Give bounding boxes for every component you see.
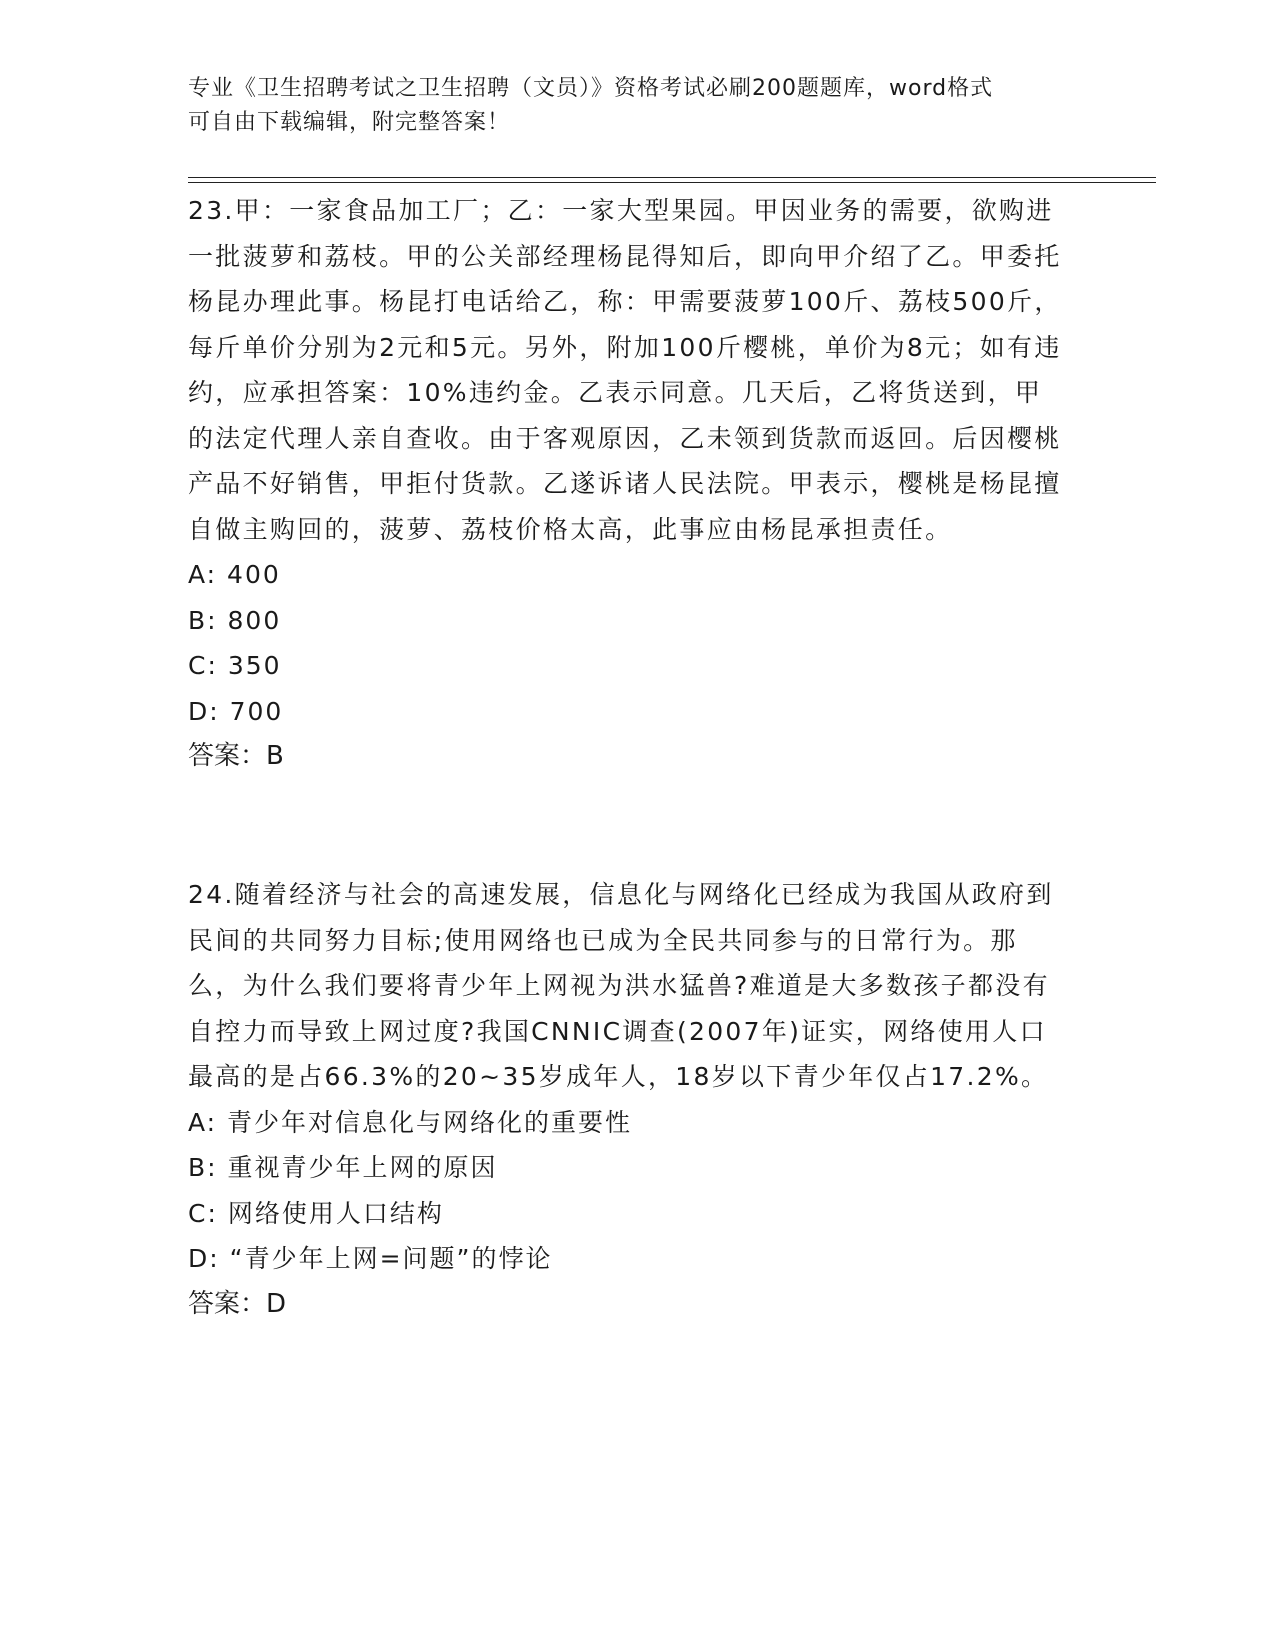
option-b: B: 800 <box>188 605 282 635</box>
option-list <box>188 552 1068 734</box>
option-d: D: “青少年上网=问题”的悖论 <box>188 1244 553 1273</box>
answer-label: 答案：B <box>188 741 284 771</box>
option-a: A: 400 <box>188 560 281 589</box>
option-list <box>188 1100 1068 1282</box>
option-d: D: 700 <box>188 696 284 726</box>
option-b: B: 重视青少年上网的原因 <box>188 1153 498 1182</box>
question-stem: 23.甲：一家食品加工厂；乙：一家大型果园。甲因业务的需要，欲购进一批菠萝和荔枝。甲的公关部经理杨昆得知后，即向甲介绍了乙。甲委托杨昆办理此事。杨昆打电话给乙，称：甲需要菠萝100斤、荔枝500斤，每斤单价分别为2元和5元。另外，附加100斤樱桃，单价为8元；如有违约，应承担答案：10%违约金。乙表示同意。几天后，乙将货送到，甲的法定代理人亲自查收。由于客观原因，乙未领到货款而返回。后因樱桃产品不好销售，甲拒付货款。乙遂诉诸人民法院。甲表示，樱桃是杨昆擅自做主购回的，菠萝、荔枝价格太高，此事应由杨昆承担责任。 <box>188 196 1062 544</box>
question-stem: 24.随着经济与社会的高速发展，信息化与网络化已经成为我国从政府到民间的共同努力目标;使用网络也已成为全民共同参与的日常行为。那么，为什么我们要将青少年上网视为洪水猛兽?难道是大多数孩子都没有自控力而导致上网过度?我国CNNIC调查(2007年)证实，网络使用人口最高的是占66.3%的20~35岁成年人，18岁以下青少年仅占17.2%。 <box>188 880 1054 1091</box>
header-line-1: 专业《卫生招聘考试之卫生招聘（文员）》资格考试必刷200题题库，word格式 <box>188 76 994 101</box>
answer-label: 答案：D <box>188 1288 287 1319</box>
header-line-2: 可自由下载编辑，附完整答案！ <box>188 110 511 135</box>
question-24 <box>188 872 1068 1327</box>
option-c: C: 网络使用人口结构 <box>188 1198 444 1228</box>
header-divider-bottom <box>188 182 1156 183</box>
option-c: C: 350 <box>188 651 282 680</box>
question-23 <box>188 188 1068 780</box>
document-header <box>188 72 1088 140</box>
option-a: A: 青少年对信息化与网络化的重要性 <box>188 1107 633 1137</box>
header-divider-top <box>188 177 1156 178</box>
